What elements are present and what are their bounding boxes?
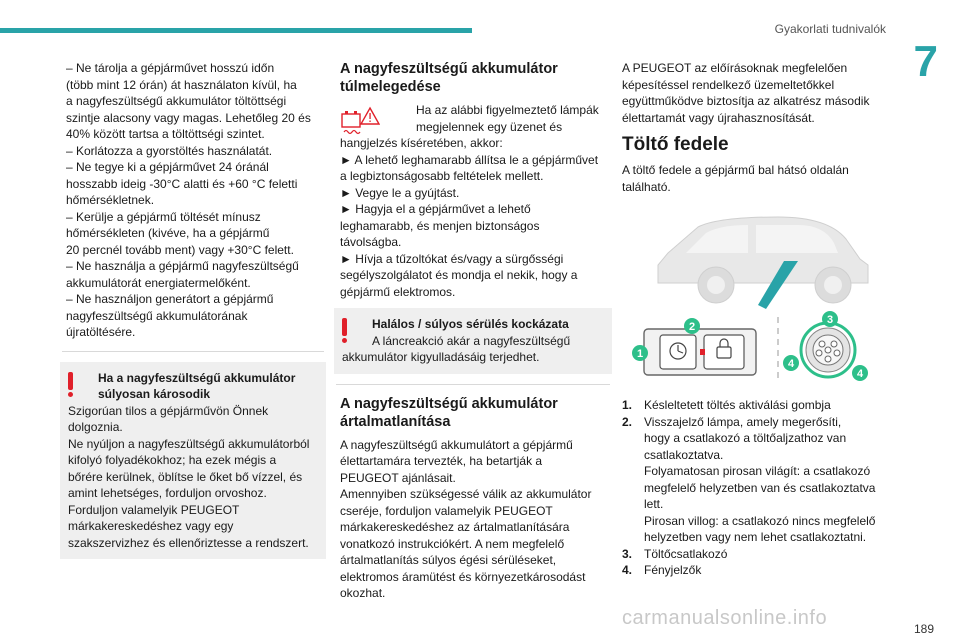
header-accent-bar [0, 28, 472, 33]
text-line: akkumulátorát energiatermelőként. [66, 275, 251, 290]
warning-text: dolgoznia. [68, 420, 123, 434]
text-line: ► Hagyja el a gépjárművet a lehető [340, 202, 531, 216]
text-line: vonatkozó instrukciókért. A nem megfelelő [340, 536, 565, 551]
list-text: Pirosan villog: a csatlakozó nincs megfelelő [644, 513, 876, 528]
warning-title: súlyosan károsodik [98, 387, 211, 401]
text-line: – Ne használja a gépjármű nagyfeszültségű [66, 259, 299, 273]
watermark: carmanualsonline.info [622, 607, 828, 629]
text-line: (több mint 12 órán) át használaton kívül, ha [66, 77, 297, 92]
text-line: ► Vegye le a gyújtást. [340, 185, 460, 200]
text-line: – Ne használjon generátort a gépjármű [66, 292, 274, 306]
list-text: lett. [644, 497, 664, 511]
section-title-line: ártalmatlanítása [340, 413, 451, 430]
text-line: PEUGEOT ajánlásait. [340, 470, 456, 485]
page-header-title: Gyakorlati tudnivalók [774, 22, 886, 36]
divider [336, 384, 610, 385]
text-line: 20 percnél tovább ment) vagy +30°C felett. [66, 242, 294, 257]
list-text: helyzetben vagy nem lehet csatlakoztatni. [644, 530, 867, 544]
text-line: megjelennek egy üzenet és [416, 119, 563, 134]
list-text: csatlakoztatva. [644, 447, 724, 462]
text-line: A PEUGEOT az előírásoknak megfelelően [622, 61, 848, 75]
column-middle [340, 60, 606, 602]
warning-text: A láncreakció akár a nagyfeszültségű [372, 333, 571, 348]
text-line: hangjelzés kíséretében, akkor: [340, 136, 503, 150]
text-line: ► Hívja a tűzoltókat és/vagy a sürgősségi [340, 251, 564, 266]
charging-flap-illustration [628, 213, 878, 385]
text-line: okozhat. [340, 586, 386, 600]
text-line: cseréje, forduljon valamelyik PEUGEOT [340, 503, 553, 518]
warning-text: bőrére kerülnek, öblítse le őket bő vízzel, és [68, 469, 303, 484]
storage-advice [66, 60, 320, 341]
text-line: távolságba. [340, 235, 402, 249]
text-line: hőmérsékleten (kivéve, ha a gépjármű [66, 226, 270, 240]
column-right [622, 60, 892, 579]
warning-text: kifolyó folyadékokhoz; ha ezek mégis a [68, 453, 277, 467]
list-text: Fényjelzők [644, 563, 702, 577]
badge-label-2: 2 [688, 321, 696, 333]
text-line: együttműködve biztosítja az alkatrész második [622, 94, 870, 108]
text-line: nagyfeszültségű akkumulátorának [66, 308, 248, 323]
list-number: 2. [622, 414, 633, 429]
badge-label-4: 4 [787, 358, 795, 370]
text-line: ► A lehető leghamarabb állítsa le a gépjárművet [340, 152, 599, 167]
warning-text: Forduljon valamelyik PEUGEOT [68, 502, 240, 517]
warning-text: akkumulátor kigyulladásáig terjedhet. [342, 350, 540, 364]
text-line: – Korlátozza a gyorstöltés használatát. [66, 143, 273, 158]
text-line: segélyszolgálatot és mondja el nekik, hogy a [340, 268, 578, 282]
badge-label-3: 3 [826, 314, 834, 326]
warning-text: Ne nyúljon a nagyfeszültségű akkumulátorból [68, 436, 310, 451]
text-line: 40% között tartsa a töltöttségi szintet. [66, 127, 265, 141]
fatal-injury-warning-box [334, 308, 612, 374]
list-number: 3. [622, 546, 633, 561]
section-title-line: A nagyfeszültségű akkumulátor [340, 61, 558, 77]
text-line: gépjármű elektromos. [340, 284, 456, 299]
text-line: hosszabb ideig -30°C alatti és +60 °C feletti [66, 176, 298, 191]
text-line: A nagyfeszültségű akkumulátort a gépjármű [340, 437, 573, 452]
text-line: – Ne tegye ki a gépjárművet 24 óránál [66, 160, 269, 174]
text-line: szintje alacsony vagy magas. Lehetőleg 20 és [66, 110, 311, 125]
list-number: 4. [622, 563, 633, 577]
text-line: Amennyiben szükségessé válik az akkumulátor [340, 487, 592, 501]
text-line: a nagyfeszültségű akkumulátor töltöttségi [66, 94, 287, 108]
section-title-line: túlmelegedése [340, 79, 441, 95]
list-text: Folyamatosan pirosan világít: a csatlakozó [644, 464, 871, 478]
text-line: élettartamára tervezték, ha betartják a [340, 454, 543, 468]
text-line: márkakereskedéshez az ártalmatlanítására [340, 520, 570, 534]
list-text: hogy a csatlakozó a töltőaljzathoz van [644, 431, 847, 445]
warning-title: Halálos / súlyos sérülés kockázata [372, 317, 569, 331]
section-title-overheating [340, 60, 606, 96]
heading-charging-flap: Töltő fedele [622, 134, 729, 155]
list-text: Késleltetett töltés aktiválási gombja [644, 398, 831, 412]
list-text: Töltőcsatlakozó [644, 546, 728, 561]
text-line: élettartamát vagy újrahasznosítását. [622, 110, 815, 125]
text-line: ártalmatlanítás súlyos égési sérüléseket, [340, 553, 557, 567]
text-line: – Kerülje a gépjármű töltését mínusz [66, 209, 261, 224]
badge-label-1: 1 [636, 348, 644, 360]
list-text: Visszajelző lámpa, amely megerősíti, [644, 414, 842, 429]
warning-title: Ha a nagyfeszültségű akkumulátor [98, 370, 296, 385]
text-line: található. [622, 179, 671, 194]
chapter-number: 7 [913, 37, 938, 86]
text-line: a legbiztonságosabb feltételek mellett. [340, 169, 544, 183]
text-line: képesítéssel rendelkező üzemeltetőkkel [622, 77, 835, 92]
warning-exclamation-icon [342, 318, 348, 343]
badge-label-4b: 4 [856, 368, 864, 380]
list-item [622, 562, 892, 579]
section-title-line: A nagyfeszültségű akkumulátor [340, 395, 558, 412]
text-line: leghamarabb, és menjen biztonságos [340, 218, 540, 233]
battery-overheat-warning-icon [340, 102, 380, 138]
warning-text: márkakereskedéshez vagy egy [68, 519, 234, 533]
text-line: elektromos áramütést és környezetkárosodást [340, 569, 586, 584]
text-line: A töltő fedele a gépjármű bal hátsó oldalán [622, 163, 849, 177]
text-line: újratöltésére. [66, 325, 136, 339]
page-number: 189 [913, 622, 934, 636]
list-item [622, 397, 892, 414]
list-item [622, 546, 892, 563]
list-number: 1. [622, 398, 633, 412]
legend-list [622, 397, 892, 579]
list-text: megfelelő helyzetben van és csatlakoztatva [644, 480, 876, 495]
text-line: Ha az alábbi figyelmeztető lámpák [416, 103, 599, 117]
warning-text: Szigorúan tilos a gépjárművön Önnek [68, 403, 269, 418]
column-left [66, 60, 320, 559]
charging-flap-diagram [628, 213, 878, 385]
divider [62, 351, 324, 352]
text-line: – Ne tárolja a gépjárművet hosszú időn [66, 61, 275, 75]
text-line: hőmérsékletnek. [66, 193, 155, 207]
section-title-disposal [340, 395, 606, 431]
warning-text: amint lehetséges, forduljon orvoshoz. [68, 486, 267, 500]
warning-text: szakszervizhez és ellenőriztesse a rendszert. [68, 535, 309, 550]
battery-damage-warning-box [60, 362, 326, 560]
warning-exclamation-icon [68, 372, 74, 397]
list-item [622, 414, 892, 546]
